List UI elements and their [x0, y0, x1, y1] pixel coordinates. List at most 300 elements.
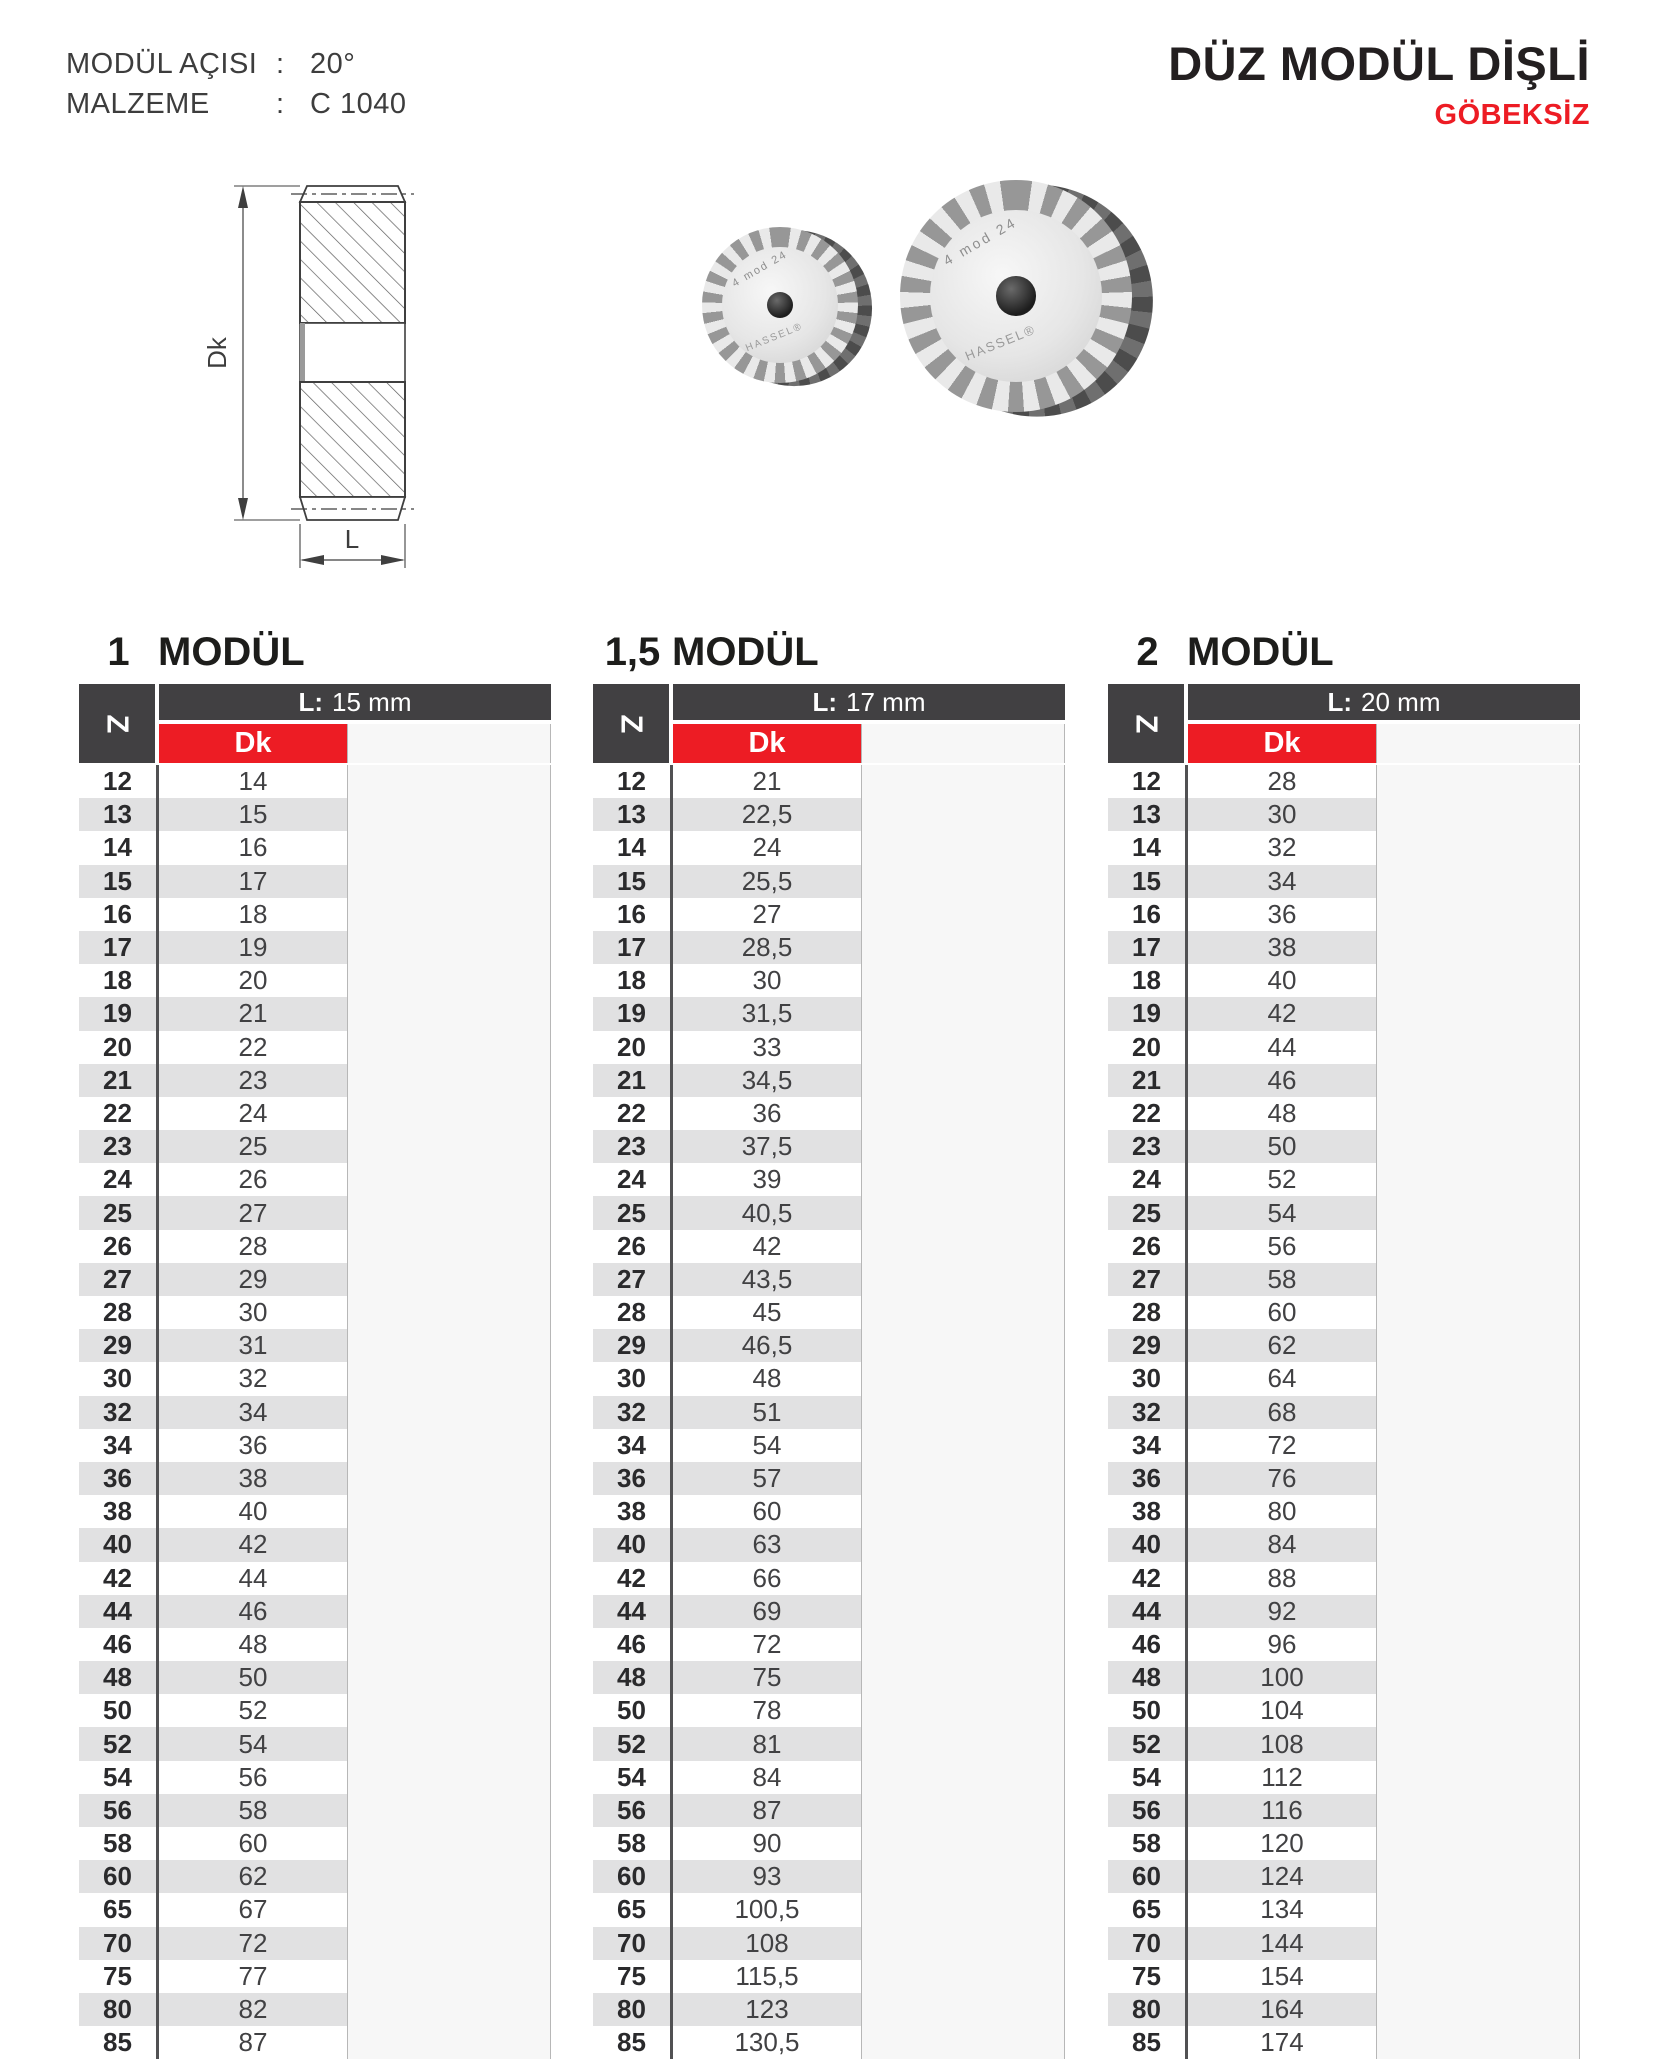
z-value: 32	[79, 1396, 156, 1429]
z-value: 65	[1132, 1894, 1161, 1925]
empty-cell	[1376, 1495, 1580, 1528]
table-row	[79, 1362, 551, 1395]
empty-cell	[1376, 1595, 1580, 1628]
empty-cell	[1376, 1794, 1580, 1827]
empty-cell	[347, 1064, 551, 1097]
table-row	[593, 1893, 1065, 1926]
dk-value: 116	[1185, 1794, 1376, 1827]
table-row	[1108, 831, 1580, 864]
z-value: 22	[103, 1097, 132, 1128]
table-row	[1108, 765, 1580, 798]
table-row	[79, 1163, 551, 1196]
table-row	[593, 1064, 1065, 1097]
table-row	[79, 798, 551, 831]
z-value: 24	[1132, 1164, 1161, 1195]
dk-value: 104	[1185, 1694, 1376, 1727]
dk-value: 29	[156, 1263, 347, 1296]
z-value: 40	[593, 1528, 670, 1561]
table-row	[79, 1794, 551, 1827]
table-row	[1108, 798, 1580, 831]
z-value: 14	[103, 832, 132, 863]
z-value: 21	[1108, 1064, 1185, 1097]
module-word: MODÜL	[672, 630, 819, 674]
z-value: 54	[617, 1761, 646, 1792]
dk-value: 16	[156, 831, 347, 864]
dk-value: 48	[670, 1362, 861, 1395]
table-row	[1108, 1296, 1580, 1329]
table-row	[1108, 1097, 1580, 1130]
table-row	[1108, 1329, 1580, 1362]
z-column-header	[79, 684, 155, 763]
table-row	[79, 1296, 551, 1329]
table-row	[79, 1595, 551, 1628]
table-row	[593, 1960, 1065, 1993]
dk-value: 154	[1185, 1960, 1376, 1993]
z-value: 19	[593, 997, 670, 1030]
dk-value: 72	[156, 1927, 347, 1960]
header-filler	[861, 724, 1065, 763]
z-value: 24	[103, 1164, 132, 1195]
table-row	[1108, 1196, 1580, 1229]
table-row	[593, 931, 1065, 964]
dk-value: 32	[1185, 831, 1376, 864]
empty-cell	[1376, 1860, 1580, 1893]
table-row	[79, 1694, 551, 1727]
dk-value: 23	[156, 1064, 347, 1097]
dk-value: 108	[1185, 1727, 1376, 1760]
dk-value: 17	[156, 865, 347, 898]
z-value: 75	[617, 1960, 646, 1991]
dk-dimension-label: Dk	[202, 337, 232, 369]
z-header-label: Z	[614, 714, 649, 733]
dk-value: 108	[670, 1927, 861, 1960]
empty-cell	[861, 1960, 1065, 1993]
empty-cell	[1376, 1927, 1580, 1960]
dk-value: 123	[670, 1993, 861, 2026]
table-row	[79, 997, 551, 1030]
dk-value: 80	[1185, 1495, 1376, 1528]
table-row	[1108, 865, 1580, 898]
empty-cell	[347, 1396, 551, 1429]
table-row	[593, 1462, 1065, 1495]
dk-value: 46	[156, 1595, 347, 1628]
gear-brand-text: HASSEL®	[962, 321, 1038, 364]
empty-cell	[347, 2026, 551, 2059]
z-value: 22	[617, 1097, 646, 1128]
dk-value: 40,5	[670, 1196, 861, 1229]
empty-cell	[347, 1196, 551, 1229]
table-row	[1108, 1064, 1580, 1097]
hatch-bottom	[300, 382, 405, 497]
spec-block	[66, 44, 407, 124]
table-row	[1108, 2026, 1580, 2059]
dk-value: 50	[1185, 1130, 1376, 1163]
table-header	[1108, 684, 1580, 765]
table-row	[593, 1031, 1065, 1064]
empty-cell	[861, 964, 1065, 997]
dk-value: 96	[1185, 1628, 1376, 1661]
table-row	[79, 1031, 551, 1064]
dk-value: 90	[670, 1827, 861, 1860]
z-value: 38	[103, 1496, 132, 1527]
z-value: 40	[79, 1528, 156, 1561]
table-row	[1108, 1893, 1580, 1926]
empty-cell	[861, 1263, 1065, 1296]
gear-section-drawing	[150, 128, 500, 573]
empty-cell	[347, 1794, 551, 1827]
z-value: 30	[1132, 1363, 1161, 1394]
z-value: 46	[617, 1628, 646, 1659]
dk-value: 115,5	[670, 1960, 861, 1993]
table-row	[1108, 964, 1580, 997]
table-row	[79, 2026, 551, 2059]
empty-cell	[1376, 1064, 1580, 1097]
z-value: 30	[617, 1363, 646, 1394]
z-value: 65	[103, 1894, 132, 1925]
dk-value: 54	[1185, 1196, 1376, 1229]
table-row	[593, 1628, 1065, 1661]
z-value: 26	[103, 1230, 132, 1261]
spec-separator: :	[276, 48, 285, 80]
empty-cell	[347, 1528, 551, 1561]
table-row	[1108, 1628, 1580, 1661]
empty-cell	[1376, 1263, 1580, 1296]
table-row	[79, 1097, 551, 1130]
dk-value: 66	[670, 1562, 861, 1595]
dk-value: 57	[670, 1462, 861, 1495]
empty-cell	[347, 1097, 551, 1130]
empty-cell	[861, 1562, 1065, 1595]
empty-cell	[1376, 1462, 1580, 1495]
z-value: 70	[1108, 1927, 1185, 1960]
dk-value: 46	[1185, 1064, 1376, 1097]
table-row	[593, 1130, 1065, 1163]
table-row	[1108, 1827, 1580, 1860]
table-row	[79, 898, 551, 931]
empty-cell	[347, 1163, 551, 1196]
dk-value: 28	[156, 1230, 347, 1263]
dk-value: 31,5	[670, 997, 861, 1030]
empty-cell	[1376, 1528, 1580, 1561]
dk-value: 27	[670, 898, 861, 931]
table-row	[79, 1130, 551, 1163]
z-value: 38	[617, 1496, 646, 1527]
z-value: 28	[1132, 1297, 1161, 1328]
empty-cell	[347, 1960, 551, 1993]
table-body	[593, 765, 1065, 2059]
dk-value: 174	[1185, 2026, 1376, 2059]
table-row	[79, 1860, 551, 1893]
z-value: 12	[1132, 766, 1161, 797]
dk-value: 60	[670, 1495, 861, 1528]
table-row	[593, 1396, 1065, 1429]
dk-value: 62	[156, 1860, 347, 1893]
length-label: L:	[1327, 686, 1353, 717]
table-row	[79, 1761, 551, 1794]
dk-value: 60	[156, 1827, 347, 1860]
empty-cell	[861, 1661, 1065, 1694]
dk-value: 100,5	[670, 1893, 861, 1926]
empty-cell	[347, 964, 551, 997]
z-value: 32	[1108, 1396, 1185, 1429]
z-value: 16	[103, 898, 132, 929]
dk-value: 36	[670, 1097, 861, 1130]
empty-cell	[1376, 1993, 1580, 2026]
length-header	[1188, 684, 1580, 720]
dk-value: 51	[670, 1396, 861, 1429]
z-value: 30	[103, 1363, 132, 1394]
table-row	[593, 1296, 1065, 1329]
dk-value: 56	[156, 1761, 347, 1794]
empty-cell	[861, 1528, 1065, 1561]
table-row	[79, 1196, 551, 1229]
empty-cell	[861, 865, 1065, 898]
table-row	[79, 1727, 551, 1760]
z-value: 20	[617, 1031, 646, 1062]
table-row	[1108, 1694, 1580, 1727]
empty-cell	[861, 1064, 1065, 1097]
table-row	[1108, 1993, 1580, 2026]
dk-value: 31	[156, 1329, 347, 1362]
z-value: 27	[1108, 1263, 1185, 1296]
length-value: 20 mm	[1361, 686, 1441, 717]
z-value: 18	[1132, 965, 1161, 996]
z-value: 26	[617, 1230, 646, 1261]
z-value: 38	[1132, 1496, 1161, 1527]
dk-value: 24	[156, 1097, 347, 1130]
table-row	[593, 898, 1065, 931]
empty-cell	[861, 898, 1065, 931]
dk-value: 36	[1185, 898, 1376, 931]
dk-value: 37,5	[670, 1130, 861, 1163]
z-value: 19	[1108, 997, 1185, 1030]
empty-cell	[861, 1396, 1065, 1429]
dk-value: 40	[1185, 964, 1376, 997]
table-row	[593, 964, 1065, 997]
dk-value: 30	[156, 1296, 347, 1329]
table-row	[79, 1064, 551, 1097]
table-row	[79, 1562, 551, 1595]
z-value: 50	[103, 1695, 132, 1726]
empty-cell	[1376, 1163, 1580, 1196]
z-value: 12	[617, 766, 646, 797]
empty-cell	[861, 1761, 1065, 1794]
empty-cell	[861, 1628, 1065, 1661]
dk-value: 54	[670, 1429, 861, 1462]
dk-value: 69	[670, 1595, 861, 1628]
dk-value: 72	[1185, 1429, 1376, 1462]
table-row	[1108, 1528, 1580, 1561]
empty-cell	[347, 1462, 551, 1495]
dk-value: 60	[1185, 1296, 1376, 1329]
dk-value: 14	[156, 765, 347, 798]
z-value: 56	[593, 1794, 670, 1827]
table-row	[593, 1927, 1065, 1960]
empty-cell	[861, 831, 1065, 864]
empty-cell	[861, 1495, 1065, 1528]
table-row	[593, 1661, 1065, 1694]
z-value: 80	[79, 1993, 156, 2026]
empty-cell	[861, 997, 1065, 1030]
dk-value: 134	[1185, 1893, 1376, 1926]
dk-value: 88	[1185, 1562, 1376, 1595]
empty-cell	[1376, 1827, 1580, 1860]
z-value: 48	[79, 1661, 156, 1694]
table-row	[593, 1727, 1065, 1760]
z-value: 19	[79, 997, 156, 1030]
z-value: 13	[593, 798, 670, 831]
z-value: 58	[103, 1828, 132, 1859]
dk-value: 30	[1185, 798, 1376, 831]
table-row	[79, 1661, 551, 1694]
dk-value: 25,5	[670, 865, 861, 898]
dk-value: 64	[1185, 1362, 1376, 1395]
dk-value: 52	[156, 1694, 347, 1727]
empty-cell	[1376, 1396, 1580, 1429]
z-value: 56	[1108, 1794, 1185, 1827]
table-row	[593, 1196, 1065, 1229]
z-value: 60	[79, 1860, 156, 1893]
dk-value: 63	[670, 1528, 861, 1561]
dk-value: 20	[156, 964, 347, 997]
table-row	[1108, 1230, 1580, 1263]
z-value: 16	[617, 898, 646, 929]
z-value: 58	[617, 1828, 646, 1859]
z-value: 23	[1108, 1130, 1185, 1163]
empty-cell	[861, 1196, 1065, 1229]
z-value: 44	[79, 1595, 156, 1628]
z-value: 36	[593, 1462, 670, 1495]
z-value: 26	[1132, 1230, 1161, 1261]
dk-value: 21	[670, 765, 861, 798]
z-value: 40	[1108, 1528, 1185, 1561]
header-filler	[1376, 724, 1580, 763]
table-row	[1108, 1927, 1580, 1960]
empty-cell	[861, 1031, 1065, 1064]
header-filler	[347, 724, 551, 763]
empty-cell	[861, 1927, 1065, 1960]
dk-value: 77	[156, 1960, 347, 1993]
dk-value: 81	[670, 1727, 861, 1760]
empty-cell	[1376, 964, 1580, 997]
dk-value: 42	[670, 1230, 861, 1263]
module-number: 2	[1136, 630, 1159, 674]
table-row	[593, 1827, 1065, 1860]
empty-cell	[1376, 1727, 1580, 1760]
empty-cell	[861, 1163, 1065, 1196]
z-value: 34	[103, 1429, 132, 1460]
z-value: 15	[79, 865, 156, 898]
table-row	[79, 831, 551, 864]
z-value: 60	[593, 1860, 670, 1893]
table-row	[79, 1528, 551, 1561]
l-arrow-right	[381, 555, 405, 565]
z-column-header	[1108, 684, 1184, 763]
dk-value: 34	[156, 1396, 347, 1429]
dk-column-header: Dk	[1188, 724, 1376, 763]
z-value: 14	[617, 832, 646, 863]
empty-cell	[1376, 798, 1580, 831]
z-value: 50	[617, 1695, 646, 1726]
z-value: 48	[593, 1661, 670, 1694]
spec-value: C 1040	[310, 88, 407, 120]
empty-cell	[1376, 1694, 1580, 1727]
table-row	[593, 1362, 1065, 1395]
dk-value: 58	[156, 1794, 347, 1827]
empty-cell	[1376, 1960, 1580, 1993]
empty-cell	[1376, 1661, 1580, 1694]
dk-value: 38	[156, 1462, 347, 1495]
empty-cell	[861, 765, 1065, 798]
dk-value: 44	[156, 1562, 347, 1595]
z-value: 80	[593, 1993, 670, 2026]
module-number: 1	[107, 630, 130, 674]
empty-cell	[347, 798, 551, 831]
dk-value: 43,5	[670, 1263, 861, 1296]
table-row	[593, 1993, 1065, 2026]
empty-cell	[347, 1263, 551, 1296]
empty-cell	[347, 1296, 551, 1329]
length-label: L:	[812, 686, 838, 717]
z-value: 27	[593, 1263, 670, 1296]
empty-cell	[347, 1562, 551, 1595]
l-dimension-label: L	[344, 524, 360, 554]
dk-value: 68	[1185, 1396, 1376, 1429]
dk-value: 15	[156, 798, 347, 831]
dk-value: 112	[1185, 1761, 1376, 1794]
table-row	[593, 2026, 1065, 2059]
empty-cell	[861, 798, 1065, 831]
table-row	[1108, 1661, 1580, 1694]
z-value: 14	[1132, 832, 1161, 863]
table-row	[593, 1694, 1065, 1727]
table-row	[79, 1495, 551, 1528]
empty-cell	[1376, 997, 1580, 1030]
table-row	[79, 1960, 551, 1993]
empty-cell	[347, 1927, 551, 1960]
z-value: 46	[1132, 1628, 1161, 1659]
table-row	[79, 1628, 551, 1661]
empty-cell	[347, 1329, 551, 1362]
dk-value: 39	[670, 1163, 861, 1196]
z-value: 36	[1108, 1462, 1185, 1495]
empty-cell	[1376, 1893, 1580, 1926]
z-value: 44	[1108, 1595, 1185, 1628]
z-value: 29	[593, 1329, 670, 1362]
dk-value: 45	[670, 1296, 861, 1329]
table-row	[1108, 1130, 1580, 1163]
z-value: 13	[1108, 798, 1185, 831]
dk-value: 24	[670, 831, 861, 864]
table-row	[593, 1263, 1065, 1296]
z-value: 12	[103, 766, 132, 797]
empty-cell	[1376, 1031, 1580, 1064]
dk-value: 82	[156, 1993, 347, 2026]
table-row	[1108, 1794, 1580, 1827]
empty-cell	[1376, 898, 1580, 931]
z-header-label: Z	[100, 714, 135, 733]
spec-row-module-angle	[66, 44, 407, 84]
table-body	[79, 765, 551, 2059]
dk-value: 26	[156, 1163, 347, 1196]
table-row	[1108, 898, 1580, 931]
dk-value: 120	[1185, 1827, 1376, 1860]
empty-cell	[861, 1296, 1065, 1329]
table-row	[593, 997, 1065, 1030]
z-value: 52	[79, 1727, 156, 1760]
empty-cell	[1376, 831, 1580, 864]
dk-value: 62	[1185, 1329, 1376, 1362]
